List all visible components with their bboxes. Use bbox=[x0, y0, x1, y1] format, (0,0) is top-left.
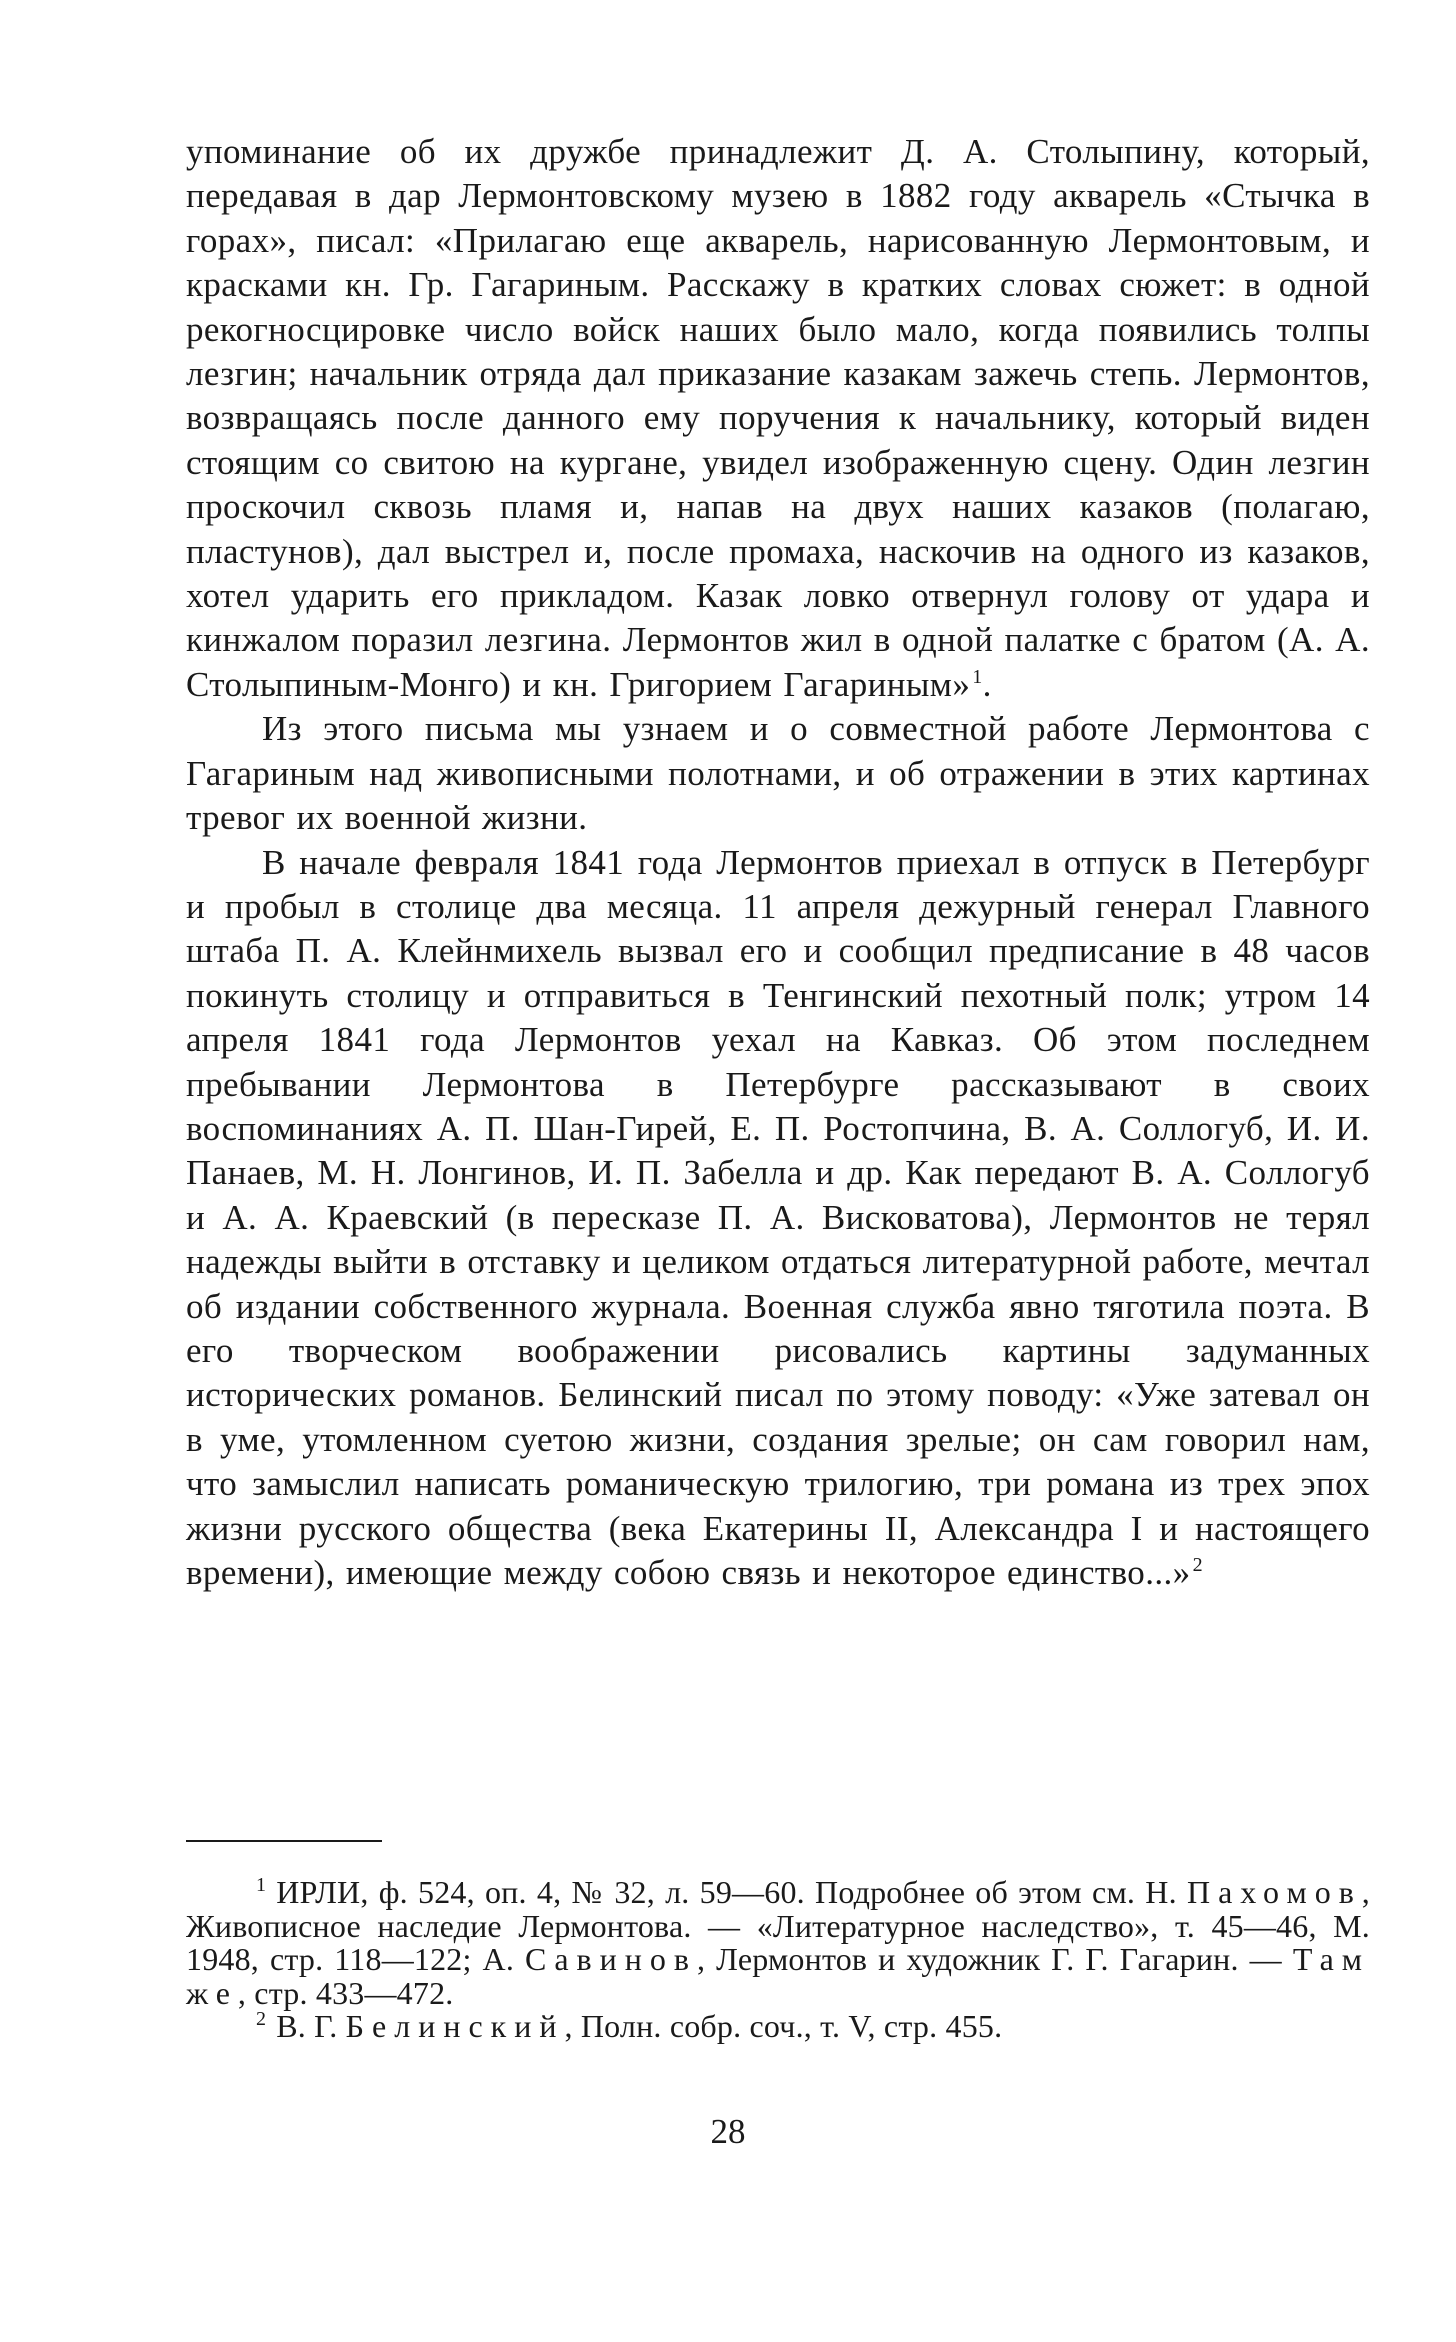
footnote-2 bbox=[186, 2010, 1370, 2044]
paragraph-1-end: . bbox=[982, 664, 992, 704]
page-number: 28 bbox=[710, 2112, 746, 2151]
footnote-divider bbox=[186, 1840, 382, 1842]
paragraph-3 bbox=[186, 841, 1370, 1596]
footnote-1 bbox=[186, 1876, 1370, 2010]
footnote-1-part-d: , стр. 433—472. bbox=[237, 1974, 454, 2011]
paragraph-2: Из этого письма мы узнаем и о совместной работе Лермонтова с Гагариным над живописными полотнами, и об отражении в этих картинах тревог их военной жизни. bbox=[186, 709, 1370, 838]
paragraph-1 bbox=[186, 130, 1370, 707]
footnote-1-same: Там же bbox=[186, 1941, 1371, 2011]
footnote-2-part-a: В. Г. bbox=[276, 2008, 346, 2044]
footnote-1-part-a: ИРЛИ, ф. 524, оп. 4, № 32, л. 59—60. Подробнее об этом см. Н. bbox=[276, 1874, 1187, 1910]
footnote-2-part-b: , Полн. собр. соч., т. V, стр. 455. bbox=[564, 2008, 1003, 2044]
footnote-1-marker: 1 bbox=[256, 1874, 267, 1897]
footnote-1-author-1: Пахомов bbox=[1186, 1874, 1362, 1910]
paragraph-3-text: В начале февраля 1841 года Лермонтов приехал в отпуск в Петербург и пробыл в столице два месяца. 11 апреля дежурный генерал Главного штаба П. А. Клейнмихель вызвал его и сообщил предписание в 48 часов покинуть столицу и отправиться в Тенгинский пехотный полк; утром 14 апреля 1841 года Лермонтов уехал на Кавказ. Об этом последнем пребывании Лермонтова в Петербурге рассказывают в своих воспоминаниях А. П. Шан-Гирей, Е. П. Ростопчина, В. А. Соллогуб, И. И. Панаев, М. Н. Лонгинов, И. П. Забелла и др. Как передают В. А. Соллогуб и А. А. Краевский (в пересказе П. А. Висковатова), Лермонтов не терял надежды выйти в отставку и целиком отдаться литературной работе, мечтал об издании собственного журнала. Военная служба явно тяготила поэта. В его творческом воображении рисовались картины задуманных исторических романов. Белинский писал по этому поводу: «Уже затевал он в уме, утомленном суетою жизни, создания зрелые; он сам говорил нам, что замыслил написать романическую трилогию, три романа из трех эпох жизни русского общества (века Екатерины II, Александра I и настоящего времени), имеющие между собою связь и некоторое единство...» bbox=[186, 842, 1370, 1592]
main-text bbox=[186, 130, 1370, 1595]
footnotes bbox=[186, 1876, 1370, 2044]
paragraph-1-text: упоминание об их дружбе принадлежит Д. А. Столыпину, который, передавая в дар Лермонтовскому музею в 1882 году акварель «Стычка в горах», писал: «Прилагаю еще акварель, нарисованную Лермонтовым, и красками кн. Гр. Гагариным. Расскажу в кратких словах сюжет: в одной рекогносцировке число войск наших было мало, когда появились толпы лезгин; начальник отряда дал приказание казакам зажечь степь. Лермонтов, возвращаясь после данного ему поручения к начальнику, который виден стоящим со свитою на кургане, увидел изображенную сцену. Один лезгин проскочил сквозь пламя и, напав на двух наших казаков (полагаю, пластунов), дал выстрел и, после промаха, наскочив на одного из казаков, хотел ударить его прикладом. Казак ловко отвернул голову от удара и кинжалом поразил лезгина. Лермонтов жил в одной палатке с братом (А. А. Столыпиным-Монго) и кн. Григорием Гагариным» bbox=[186, 132, 1370, 704]
footnote-1-part-b: , Живописное наследие Лермонтова. — «Литературное наследство», т. 45—46, М. 1948, стр. 118—122; А. bbox=[186, 1874, 1370, 1977]
footnote-ref-1: 1 bbox=[972, 666, 983, 689]
footnote-1-part-c: , Лермонтов и художник Г. Г. Гагарин. — bbox=[697, 1941, 1293, 1977]
footnote-1-author-2: Савинов bbox=[525, 1941, 698, 1977]
footnote-2-author: Белинский bbox=[345, 2008, 565, 2044]
footnote-2-marker: 2 bbox=[256, 2008, 267, 2031]
footnote-ref-2: 2 bbox=[1192, 1554, 1203, 1577]
